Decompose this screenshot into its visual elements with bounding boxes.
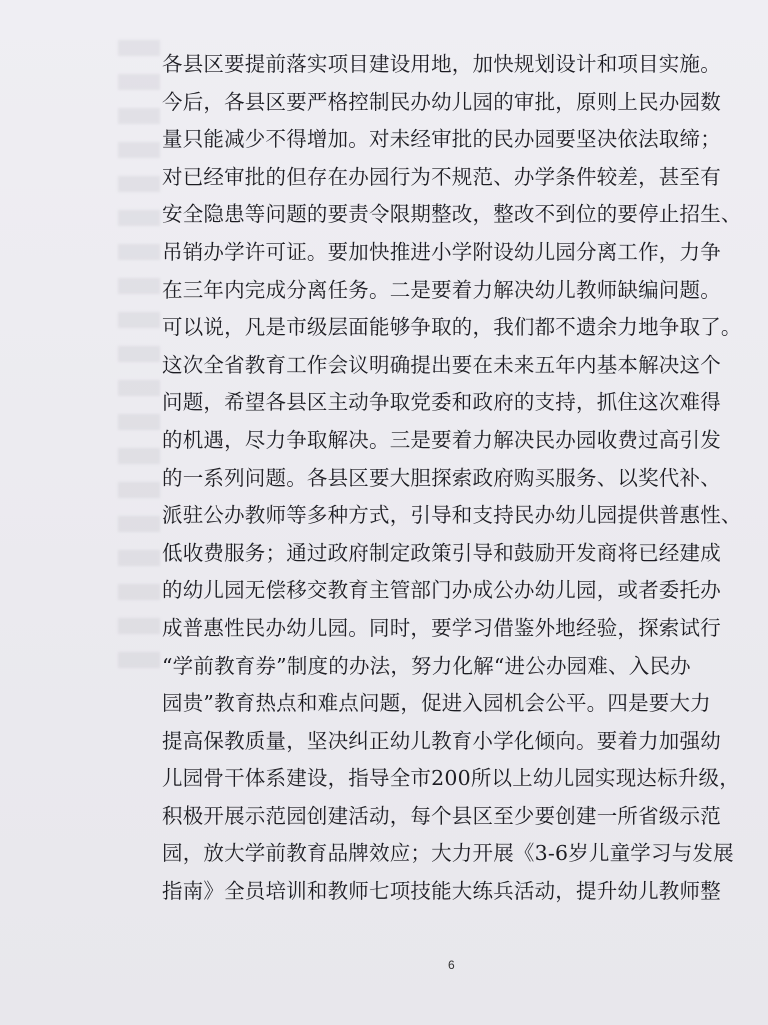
text-line: 园贵”教育热点和难点问题，促进入园机会公平。四是要大力	[162, 691, 711, 716]
text-line: 对已经审批的但存在办园行为不规范、办学条件较差，甚至有	[162, 164, 721, 189]
text-line: 的一系列问题。各县区要大胆探索政府购买服务、以奖代补、	[162, 465, 721, 490]
text-line: 指南》全员培训和教师七项技能大练兵活动，提升幼儿教师整	[162, 879, 721, 904]
text-line: 这次全省教育工作会议明确提出要在未来五年内基本解决这个	[162, 352, 721, 377]
page-number: 6	[448, 958, 455, 972]
text-line: 提高保教质量，坚决纠正幼儿教育小学化倾向。要着力加强幼	[162, 728, 721, 753]
text-line: 的幼儿园无偿移交教育主管部门办成公办幼儿园，或者委托办	[162, 578, 721, 603]
bleed-through-shading	[118, 40, 160, 680]
text-line: 低收费服务；通过政府制定政策引导和鼓励开发商将已经建成	[162, 540, 721, 565]
text-line: 在三年内完成分离任务。二是要着力解决幼儿教师缺编问题。	[162, 277, 721, 302]
text-line: 安全隐患等问题的要责令限期整改，整改不到位的要停止招生、	[162, 202, 742, 227]
text-line: 的机遇，尽力争取解决。三是要着力解决民办园收费过高引发	[162, 427, 721, 452]
text-line: 量只能减少不得增加。对未经审批的民办园要坚决依法取缔；	[162, 127, 721, 152]
text-line: 问题，希望各县区主动争取党委和政府的支持，抓住这次难得	[162, 390, 721, 415]
text-line: 可以说，凡是市级层面能够争取的，我们都不遗余力地争取了。	[162, 315, 742, 340]
text-line: 儿园骨干体系建设，指导全市200所以上幼儿园实现达标升级，	[162, 766, 740, 791]
body-text	[162, 46, 752, 911]
text-line: 成普惠性民办幼儿园。同时，要学习借鉴外地经验，探索试行	[162, 615, 721, 640]
text-line: “学前教育券”制度的办法，努力化解“进公办园难、入民办	[162, 653, 691, 678]
text-line: 今后，各县区要严格控制民办幼儿园的审批，原则上民办园数	[162, 89, 721, 114]
text-line: 各县区要提前落实项目建设用地，加快规划设计和项目实施。	[162, 52, 721, 76]
text-line: 园，放大学前教育品牌效应；大力开展《3-6岁儿童学习与发展	[162, 841, 734, 866]
text-line: 派驻公办教师等多种方式，引导和支持民办幼儿园提供普惠性、	[162, 503, 742, 528]
text-line: 吊销办学许可证。要加快推进小学附设幼儿园分离工作，力争	[162, 239, 721, 264]
text-line: 积极开展示范园创建活动，每个县区至少要创建一所省级示范	[162, 803, 721, 828]
